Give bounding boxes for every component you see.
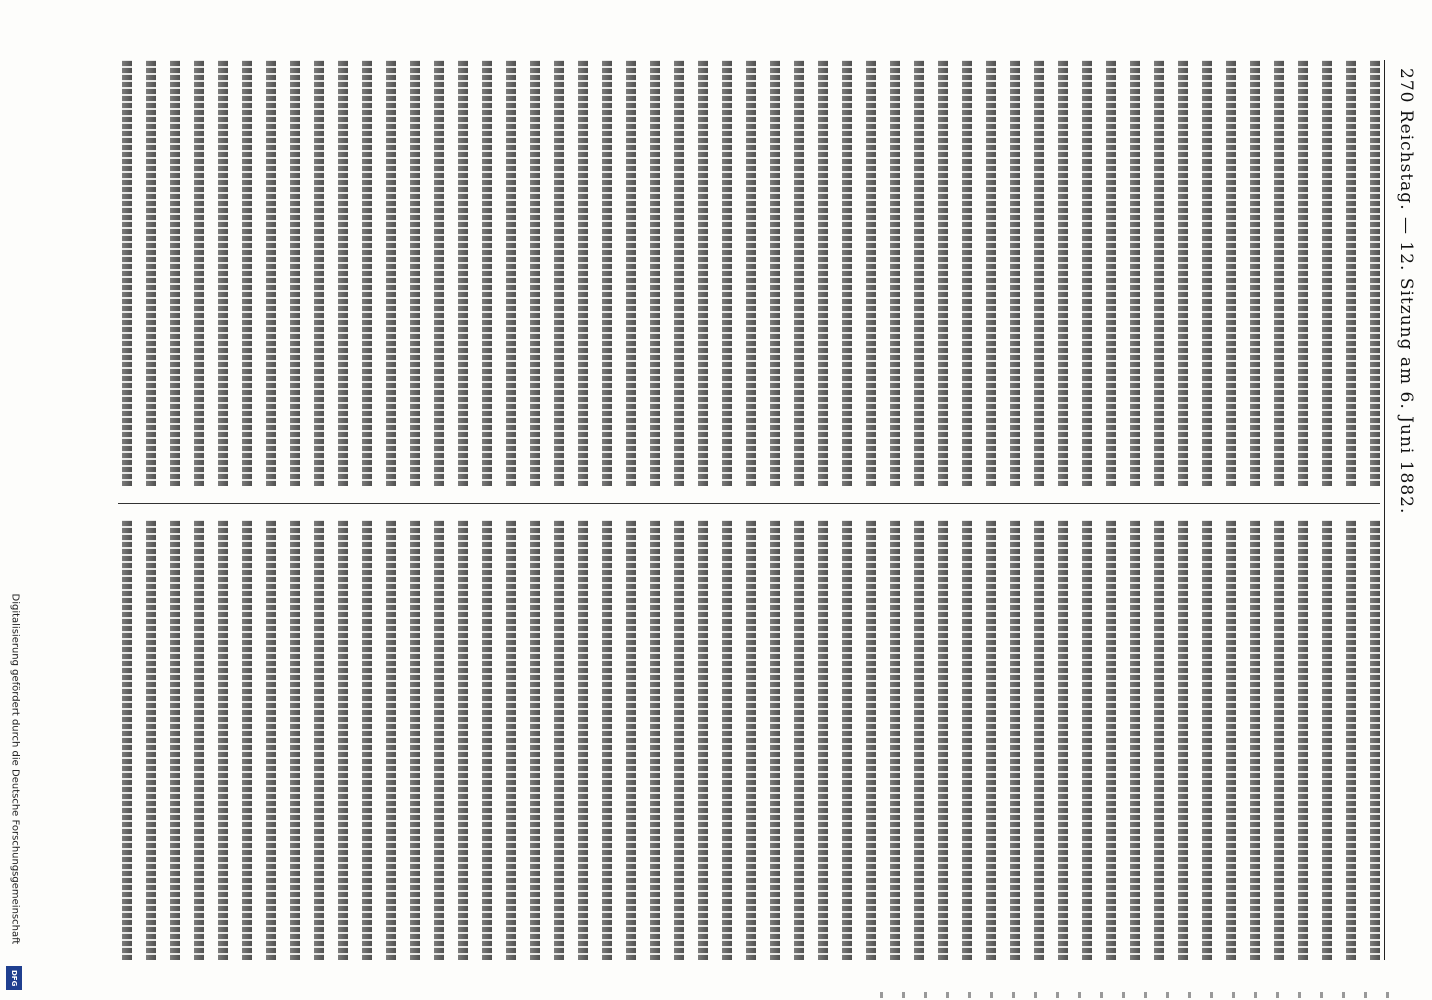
running-head <box>1386 60 1426 960</box>
digitization-note-text: Digitalisierung gefördert durch die Deutsche Forschungsgemeinschaft <box>9 593 21 945</box>
digitization-note <box>0 590 30 1000</box>
text-column-right <box>118 520 1380 960</box>
header-rule <box>1384 60 1385 960</box>
scan-edge-marks <box>880 992 1400 998</box>
column-divider <box>118 503 1380 504</box>
dfg-logo: DFG <box>6 966 22 990</box>
text-column-left <box>118 60 1380 486</box>
running-head-text: 270 Reichstag. — 12. Sitzung am 6. Juni 1882. <box>1396 68 1416 515</box>
